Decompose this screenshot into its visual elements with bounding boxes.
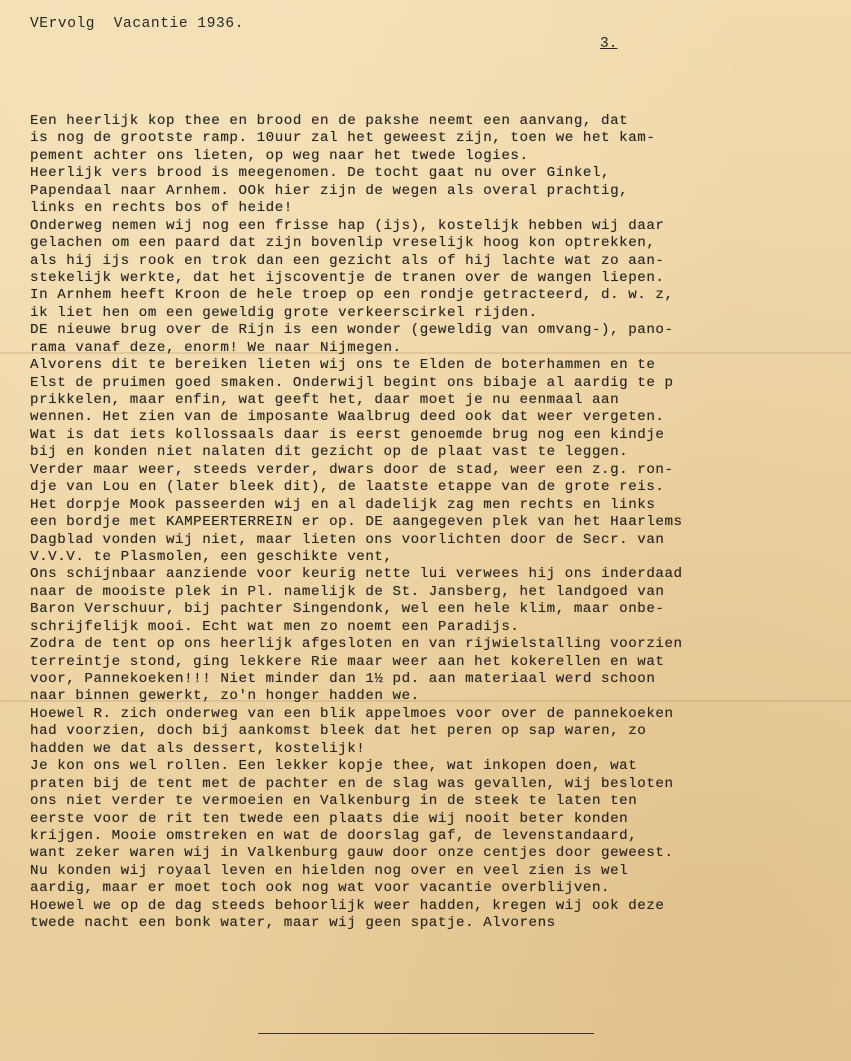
text-line: is nog de grootste ramp. 10uur zal het geweest zijn, toen we het kam-	[30, 130, 656, 147]
text-line: twede nacht een bonk water, maar wij geen spatje. Alvorens	[30, 915, 556, 932]
text-line: Baron Verschuur, bij pachter Singendonk, wel een hele klim, maar onbe-	[30, 601, 665, 618]
text-line: een bordje met KAMPEERTERREIN er op. DE aangegeven plek van het Haarlems	[30, 514, 683, 531]
text-line: DE nieuwe brug over de Rijn is een wonder (geweldig van omvang-), pano-	[30, 322, 674, 339]
text-line: In Arnhem heeft Kroon de hele troep op een rondje getracteerd, d. w. z,	[30, 287, 674, 304]
text-line: bij en konden niet nalaten dit gezicht op de plaat vast te leggen.	[30, 444, 629, 461]
text-line: dje van Lou en (later bleek dit), de laatste etappe van de grote reis.	[30, 479, 665, 496]
text-line: praten bij de tent met de pachter en de slag was gevallen, wij besloten	[30, 775, 674, 792]
text-line: krijgen. Mooie omstreken en wat de doorslag gaf, de levenstandaard,	[30, 827, 638, 844]
text-line: V.V.V. te Plasmolen, een geschikte vent,	[30, 548, 393, 565]
text-line: wennen. Het zien van de imposante Waalbrug deed ook dat weer vergeten.	[30, 409, 665, 426]
text-line: Een heerlijk kop thee en brood en de pakshe neemt een aanvang, dat	[30, 113, 629, 129]
text-line: pement achter ons lieten, op weg naar het twede logies.	[30, 147, 529, 164]
text-line: links en rechts bos of heide!	[30, 200, 293, 217]
text-line: ons niet verder te vermoeien en Valkenburg in de steek te laten ten	[30, 793, 638, 810]
text-line: voor, Pannekoeken!!! Niet minder dan 1½ pd. aan materiaal werd schoon	[30, 671, 656, 687]
text-line: had voorzien, doch bij aankomst bleek dat het peren op sap waren, zo	[30, 723, 647, 740]
text-line: ik liet hen om een geweldig grote verkeerscirkel rijden.	[30, 304, 538, 321]
text-line: Verder maar weer, steeds verder, dwars door de stad, weer een z.g. ron-	[30, 461, 674, 478]
closing-rule	[258, 1033, 594, 1034]
text-line: aardig, maar er moet toch ook nog wat voor vacantie overblijven.	[30, 880, 611, 897]
text-line: terreintje stond, ging lekkere Rie maar weer aan het kokerellen en wat	[30, 653, 665, 670]
page-header: VErvolg Vacantie 1936.	[30, 16, 244, 32]
text-line: Papendaal naar Arnhem. OOk hier zijn de wegen als overal prachtig,	[30, 182, 629, 199]
text-line: Het dorpje Mook passeerden wij en al dadelijk zag men rechts en links	[30, 496, 656, 513]
text-line: gelachen om een paard dat zijn bovenlip vreselijk hoog kon optrekken,	[30, 235, 656, 252]
text-line: Wat is dat iets kollossaals daar is eerst genoemde brug nog een kindje	[30, 426, 665, 443]
text-line: rama vanaf deze, enorm! We naar Nijmegen.	[30, 339, 402, 356]
text-line: Elst de pruimen goed smaken. Onderwijl begint ons bibaje al aardig te p	[30, 374, 674, 391]
body-text	[30, 113, 840, 933]
text-line: prikkelen, maar enfin, wat geeft het, daar moet je nu eenmaal aan	[30, 392, 620, 408]
text-line: Onderweg nemen wij nog een frisse hap (ijs), kostelijk hebben wij daar	[30, 217, 665, 234]
text-line: Zodra de tent op ons heerlijk afgesloten en van rijwielstalling voorzien	[30, 636, 683, 653]
text-line: schrijfelijk mooi. Echt wat men zo noemt een Paradijs.	[30, 618, 520, 635]
text-line: Nu konden wij royaal leven en hielden nog over en veel zien is wel	[30, 862, 629, 879]
text-line: Ons schijnbaar aanziende voor keurig nette lui verwees hij ons inderdaad	[30, 566, 683, 583]
page-number: 3.	[600, 36, 618, 52]
text-line: Dagblad vonden wij niet, maar lieten ons voorlichten door de Secr. van	[30, 531, 665, 548]
text-line: eerste voor de rit ten twede een plaats die wij nooit beter konden	[30, 810, 629, 827]
text-line: Hoewel R. zich onderweg van een blik appelmoes voor over de pannekoeken	[30, 705, 674, 722]
text-line: Heerlijk vers brood is meegenomen. De tocht gaat nu over Ginkel,	[30, 165, 611, 182]
text-line: naar de mooiste plek in Pl. namelijk de St. Jansberg, het landgoed van	[30, 583, 665, 600]
text-line: hadden we dat als dessert, kostelijk!	[30, 740, 366, 757]
text-line: Hoewel we op de dag steeds behoorlijk weer hadden, kregen wij ook deze	[30, 897, 665, 914]
text-line: als hij ijs rook en trok dan een gezicht als of hij lachte wat zo aan-	[30, 252, 665, 269]
text-line: stekelijk werkte, dat het ijscoventje de tranen over de wangen liepen.	[30, 269, 665, 286]
text-line: want zeker waren wij in Valkenburg gauw door onze centjes door geweest.	[30, 845, 674, 862]
text-line: Alvorens dit te bereiken lieten wij ons te Elden de boterhammen en te	[30, 357, 656, 374]
text-line: naar binnen gewerkt, zo'n honger hadden we.	[30, 688, 420, 705]
text-line: Je kon ons wel rollen. Een lekker kopje thee, wat inkopen doen, wat	[30, 758, 638, 775]
